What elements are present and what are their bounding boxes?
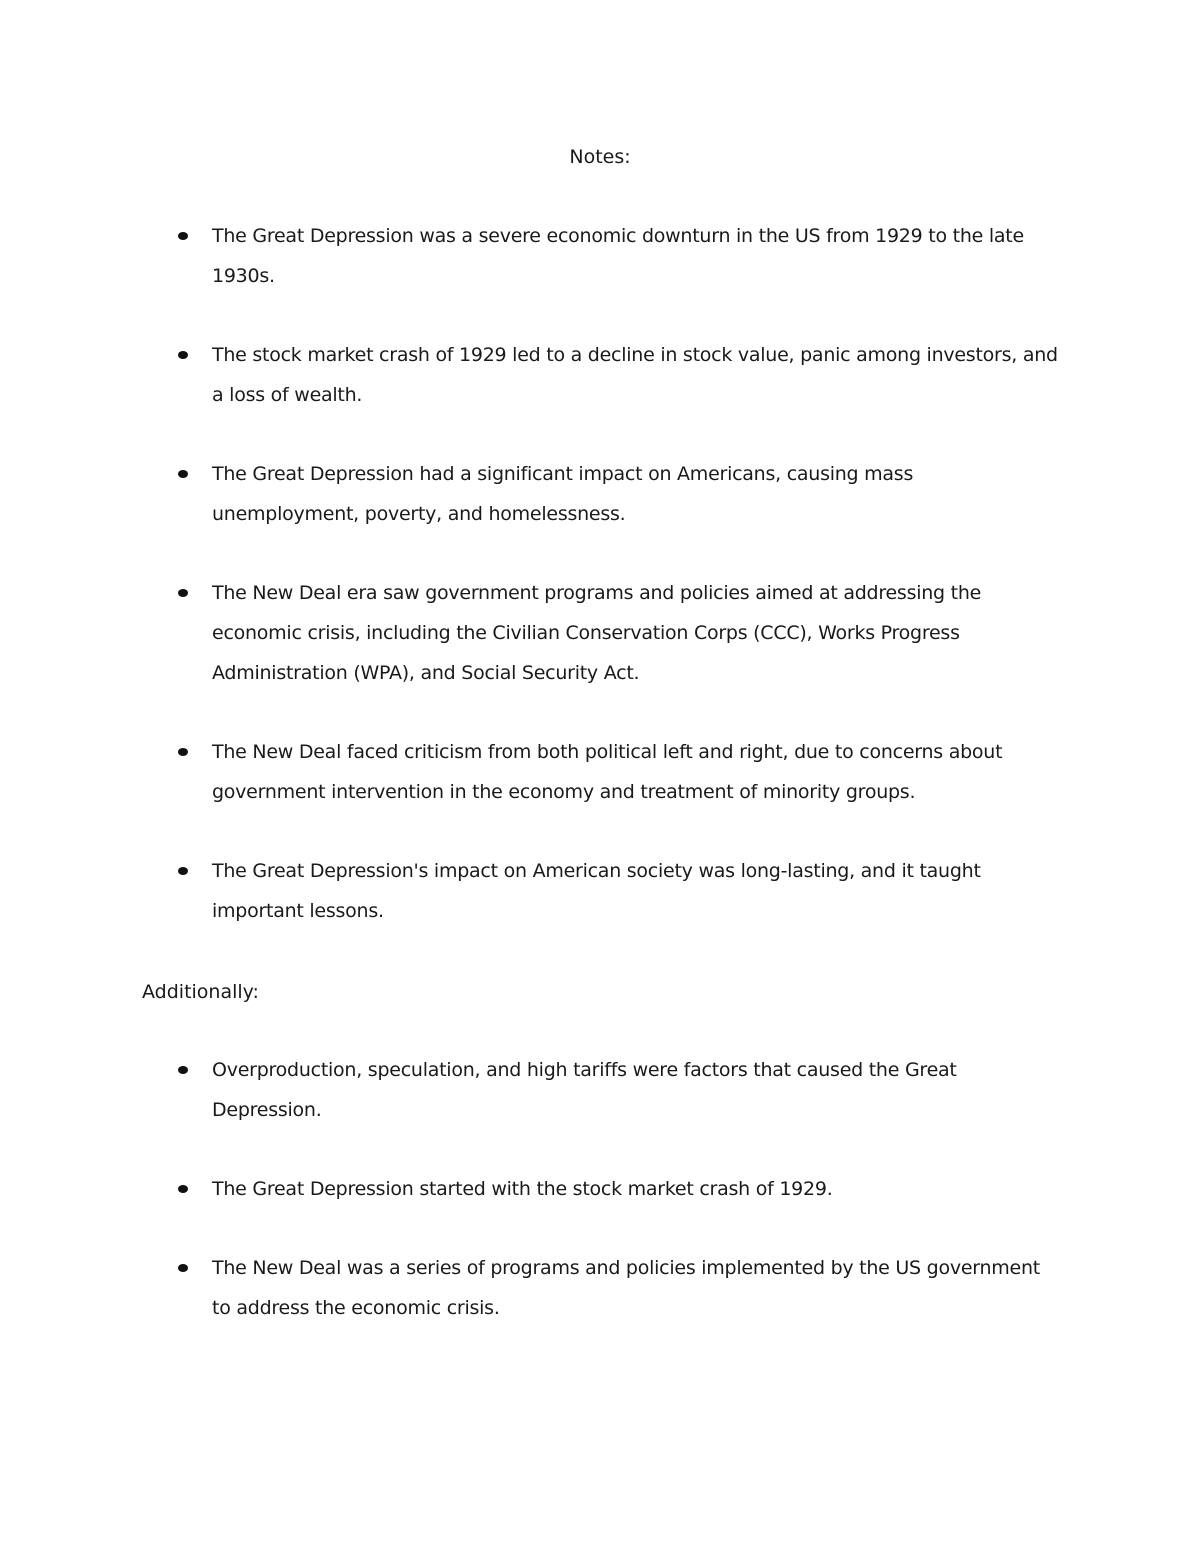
list-item (0, 851, 1200, 931)
bullet-icon (178, 470, 188, 478)
page-title: Notes: (569, 146, 631, 168)
bullet-icon (178, 589, 188, 597)
notes-list (0, 216, 1200, 970)
list-item-text: The Great Depression's impact on American society was long-lasting, and it taught important lessons. (212, 860, 981, 922)
list-item-text: Overproduction, speculation, and high tariffs were factors that caused the Great Depression. (212, 1059, 957, 1121)
list-item-text: The New Deal faced criticism from both political left and right, due to concerns about government intervention in the economy and treatment of minority groups. (212, 741, 1003, 803)
list-item (0, 573, 1200, 693)
bullet-icon (178, 232, 188, 240)
list-item-text: The Great Depression started with the stock market crash of 1929. (212, 1178, 833, 1200)
additional-heading: Additionally: (142, 981, 259, 1003)
list-item-text: The stock market crash of 1929 led to a decline in stock value, panic among investors, and a loss of wealth. (212, 344, 1058, 406)
bullet-icon (178, 351, 188, 359)
list-item (0, 335, 1200, 415)
list-item (0, 1050, 1200, 1130)
list-item-text: The New Deal was a series of programs and policies implemented by the US government to address the economic crisis. (212, 1257, 1040, 1319)
list-item-text: The Great Depression had a significant impact on Americans, causing mass unemployment, poverty, and homelessness. (212, 463, 914, 525)
list-item (0, 1169, 1200, 1209)
bullet-icon (178, 1066, 188, 1074)
bullet-icon (178, 1264, 188, 1272)
list-item (0, 216, 1200, 296)
bullet-icon (178, 748, 188, 756)
bullet-icon (178, 867, 188, 875)
list-item (0, 454, 1200, 534)
list-item-text: The New Deal era saw government programs and policies aimed at addressing the economic crisis, including the Civilian Conservation Corps (CCC), Works Progress Administration (WPA), and Social Security Act. (212, 582, 982, 684)
additional-list (0, 1050, 1200, 1367)
bullet-icon (178, 1185, 188, 1193)
list-item (0, 1248, 1200, 1328)
list-item-text: The Great Depression was a severe economic downturn in the US from 1929 to the late 1930s. (212, 225, 1024, 287)
list-item (0, 732, 1200, 812)
